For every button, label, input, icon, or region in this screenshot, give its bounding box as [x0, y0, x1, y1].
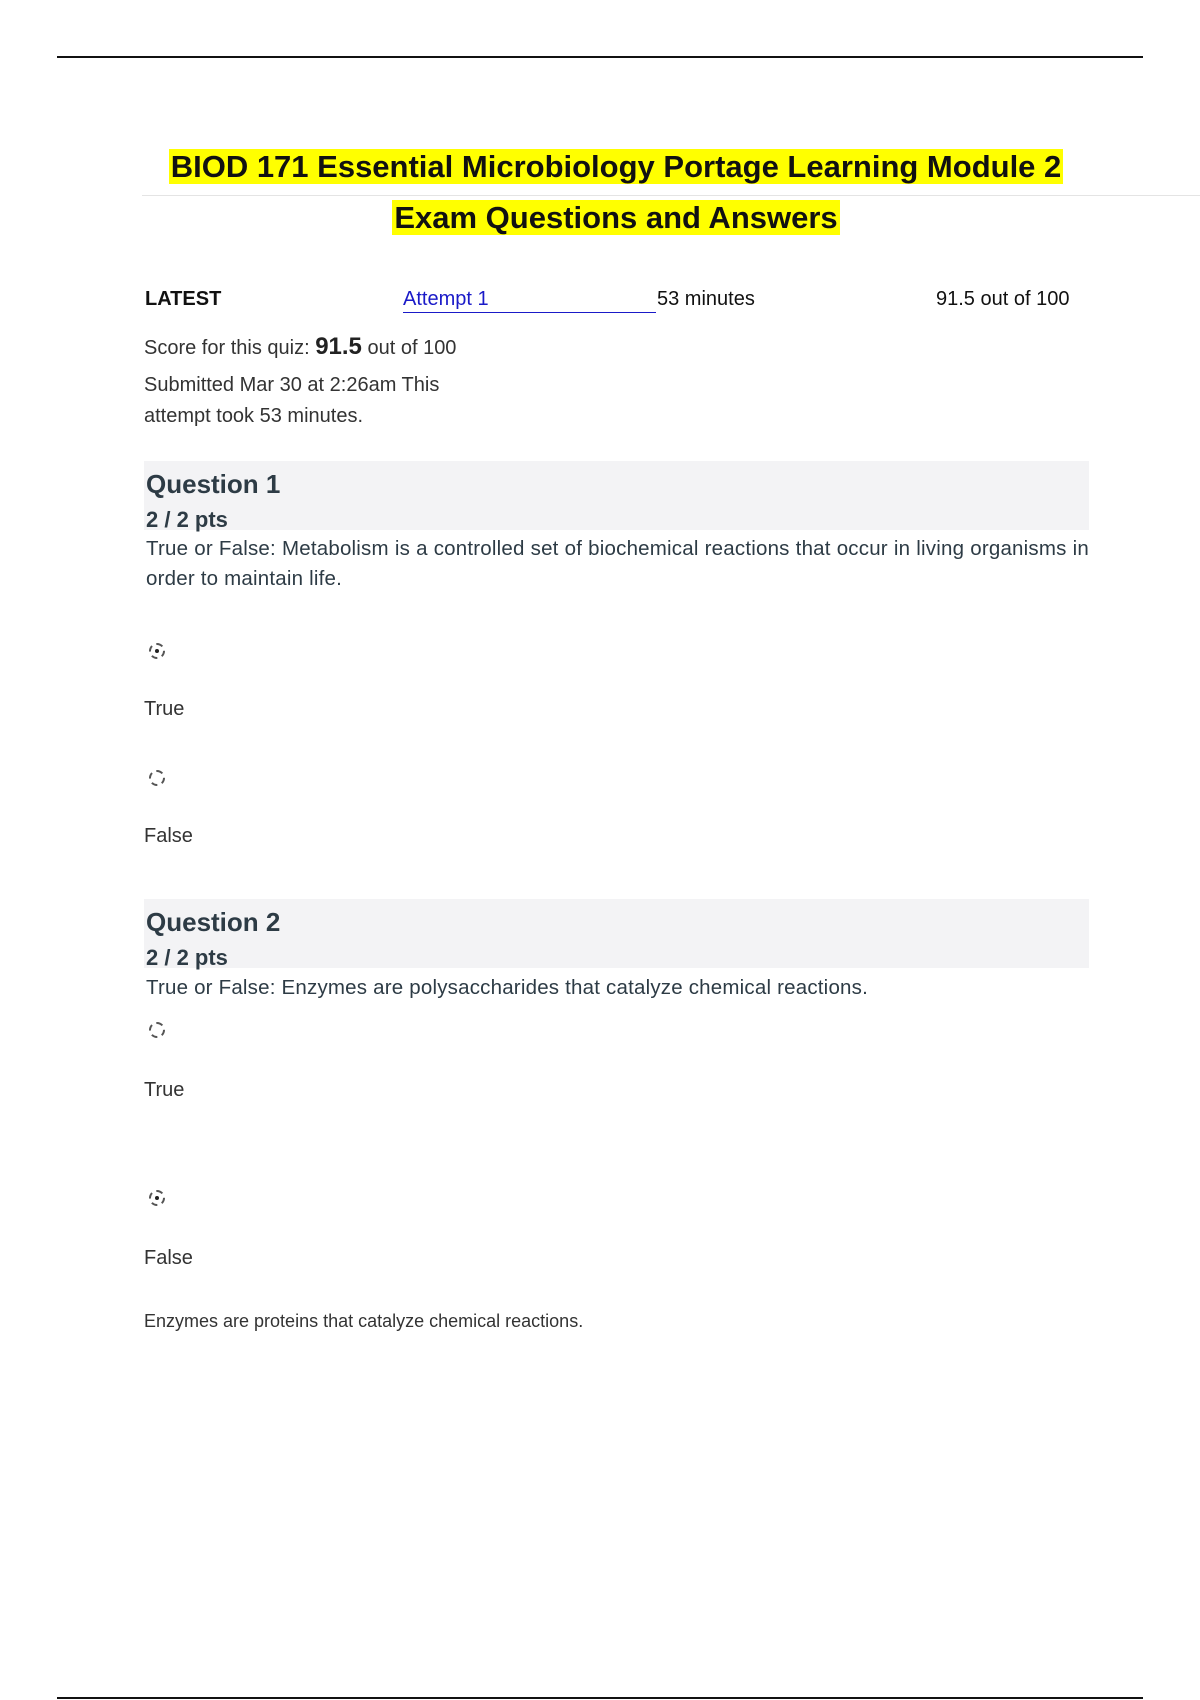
score-prefix: Score for this quiz:: [144, 337, 310, 359]
submission-info: [144, 370, 439, 432]
title-highlight-1: BIOD 171 Essential Microbiology Portage Learning Module 2: [170, 149, 1062, 184]
question-2-header: [144, 899, 1089, 968]
question-1-option-true-label: True: [144, 698, 185, 720]
attempt-duration: 53 minutes: [657, 288, 755, 310]
question-2-option-false-label: False: [144, 1247, 193, 1269]
question-2-comment: Enzymes are proteins that catalyze chemical reactions.: [144, 1311, 584, 1331]
question-1-header: [144, 461, 1089, 530]
question-2-option-false-radio[interactable]: [149, 1190, 165, 1206]
question-1-option-true-radio[interactable]: [149, 643, 165, 659]
question-2-option-true-label: True: [144, 1079, 185, 1101]
title-highlight-2: Exam Questions and Answers: [394, 200, 838, 235]
question-1-points: 2 / 2 pts: [146, 507, 228, 532]
question-1-title: Question 1: [146, 469, 281, 499]
question-2-title: Question 2: [146, 907, 281, 937]
question-1-text: True or False: Metabolism is a controlled set of biochemical reactions that occur in living organisms in order to maintain life.: [146, 537, 1089, 590]
top-rule: [57, 56, 1143, 58]
submitted-line-1: Submitted Mar 30 at 2:26am This: [144, 374, 440, 396]
document-title-line-2: [16, 197, 1200, 239]
attempt-score: 91.5 out of 100: [936, 288, 1070, 310]
question-2-option-true-radio[interactable]: [149, 1022, 165, 1038]
question-1-option-false-label: False: [144, 825, 193, 847]
score-suffix: out of 100: [367, 337, 457, 359]
quiz-score: [144, 333, 456, 361]
submitted-line-2: attempt took 53 minutes.: [144, 405, 364, 427]
bottom-rule: [57, 1697, 1143, 1699]
question-1-option-false-radio[interactable]: [149, 770, 165, 786]
score-value: 91.5: [315, 333, 362, 360]
question-2-points: 2 / 2 pts: [146, 945, 228, 970]
document-title-line-1: [16, 146, 1200, 188]
attempt-status: LATEST: [145, 288, 222, 310]
attempt-link[interactable]: Attempt 1: [403, 288, 656, 313]
title-divider: [142, 195, 1200, 196]
question-2-text: True or False: Enzymes are polysaccharides that catalyze chemical reactions.: [146, 976, 868, 999]
